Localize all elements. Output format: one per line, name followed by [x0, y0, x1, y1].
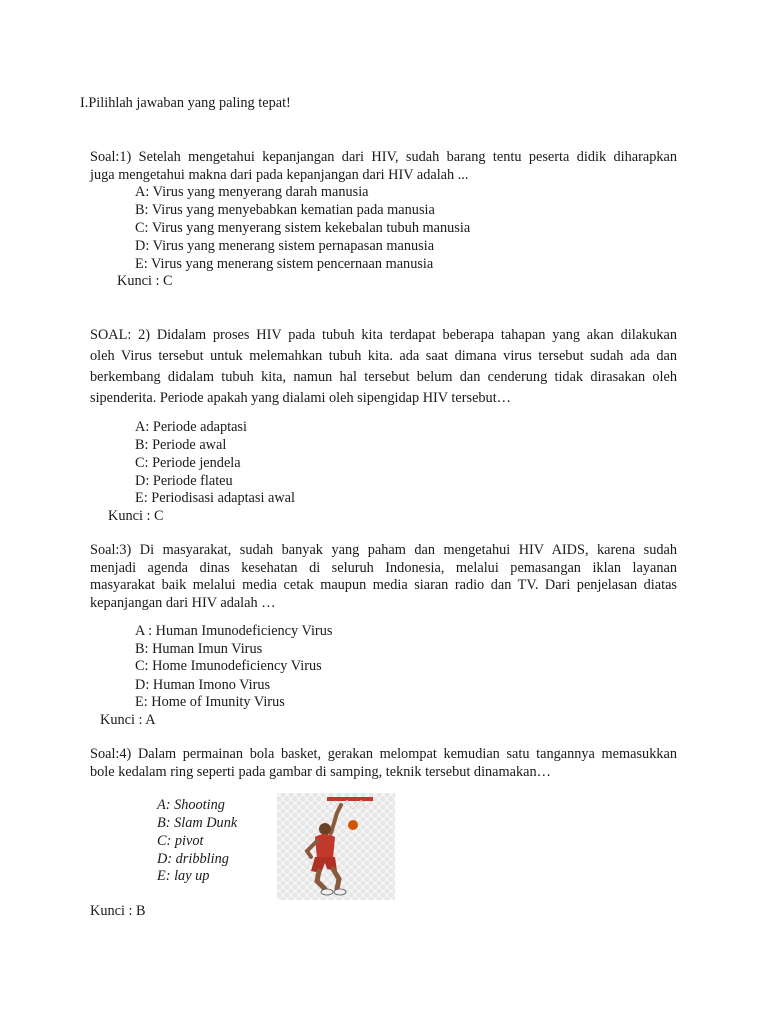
- answer-key: Kunci : B: [90, 903, 146, 919]
- basketball-icon: [348, 820, 358, 830]
- question-1-line: Soal:1) Setelah mengetahui kepanjangan dari HIV, sudah barang tentu peserta didik diharapkan: [90, 149, 677, 165]
- player-head: [319, 823, 331, 835]
- option-e: E: lay up: [157, 868, 210, 884]
- option-c: C: pivot: [157, 833, 204, 849]
- slam-dunk-illustration: [277, 793, 395, 900]
- rim: [327, 797, 373, 801]
- option-b: B: Slam Dunk: [157, 815, 238, 831]
- answer-key: Kunci : A: [100, 712, 156, 728]
- option-e: E: Periodisasi adaptasi awal: [135, 490, 296, 506]
- player-arm: [331, 805, 341, 833]
- option-d: D: dribbling: [157, 851, 229, 867]
- option-a: A: Shooting: [157, 797, 225, 813]
- option-c: C: Periode jendela: [135, 455, 241, 471]
- question-1-line: juga mengetahui makna dari pada kepanjangan dari HIV adalah ...: [90, 167, 469, 183]
- question-3-line: masyarakat baik melalui media cetak maupun media siaran radio dan TV. Dari penjelasan diatas: [90, 577, 677, 593]
- instruction-heading: I.Pilihlah jawaban yang paling tepat!: [80, 95, 291, 111]
- question-2-line: sipenderita. Periode apakah yang dialami oleh sipengidap HIV tersebut…: [90, 390, 511, 406]
- question-2-line: SOAL: 2) Didalam proses HIV pada tubuh kita terdapat beberapa tahapan yang akan dilakukan: [90, 327, 677, 343]
- option-a: A : Human Imunodeficiency Virus: [135, 623, 333, 639]
- option-e: E: Home of Imunity Virus: [135, 694, 285, 710]
- option-e: E: Virus yang menerang sistem pencernaan manusia: [135, 256, 434, 272]
- question-3-line: menjadi agenda dinas kesehatan di seluruh Indonesia, melalui pemasangan iklan layanan: [90, 560, 677, 576]
- option-c: C: Virus yang menyerang sistem kekebalan tubuh manusia: [135, 220, 471, 236]
- answer-key: Kunci : C: [117, 273, 173, 289]
- option-b: B: Human Imun Virus: [135, 641, 263, 657]
- option-c: C: Home Imunodeficiency Virus: [135, 658, 322, 674]
- option-b: B: Periode awal: [135, 437, 227, 453]
- option-a: A: Periode adaptasi: [135, 419, 247, 435]
- question-2-line: oleh Virus tersebut untuk melemahkan tubuh kita. ada saat dimana virus tersebut sudah ada dan: [90, 348, 677, 364]
- option-d: D: Human Imono Virus: [135, 677, 271, 693]
- option-b: B: Virus yang menyebabkan kematian pada manusia: [135, 202, 435, 218]
- question-3-line: Soal:3) Di masyarakat, sudah banyak yang paham dan mengetahui HIV AIDS, karena sudah: [90, 542, 677, 558]
- question-4-line: Soal:4) Dalam permainan bola basket, gerakan melompat kemudian satu tangannya memasukkan: [90, 746, 677, 762]
- question-4-line: bole kedalam ring seperti pada gambar di samping, teknik tersebut dinamakan…: [90, 764, 551, 780]
- option-a: A: Virus yang menyerang darah manusia: [135, 184, 369, 200]
- option-d: D: Periode flateu: [135, 473, 233, 489]
- answer-key: Kunci : C: [108, 508, 164, 524]
- basketball-player-image: [277, 793, 395, 900]
- option-d: D: Virus yang menerang sistem pernapasan manusia: [135, 238, 435, 254]
- question-2-line: berkembang didalam tubuh kita, namun hal tersebut belum dan cenderung tidak dirasakan oleh: [90, 369, 677, 385]
- player-jersey: [315, 834, 335, 859]
- question-3-line: kepanjangan dari HIV adalah …: [90, 595, 276, 611]
